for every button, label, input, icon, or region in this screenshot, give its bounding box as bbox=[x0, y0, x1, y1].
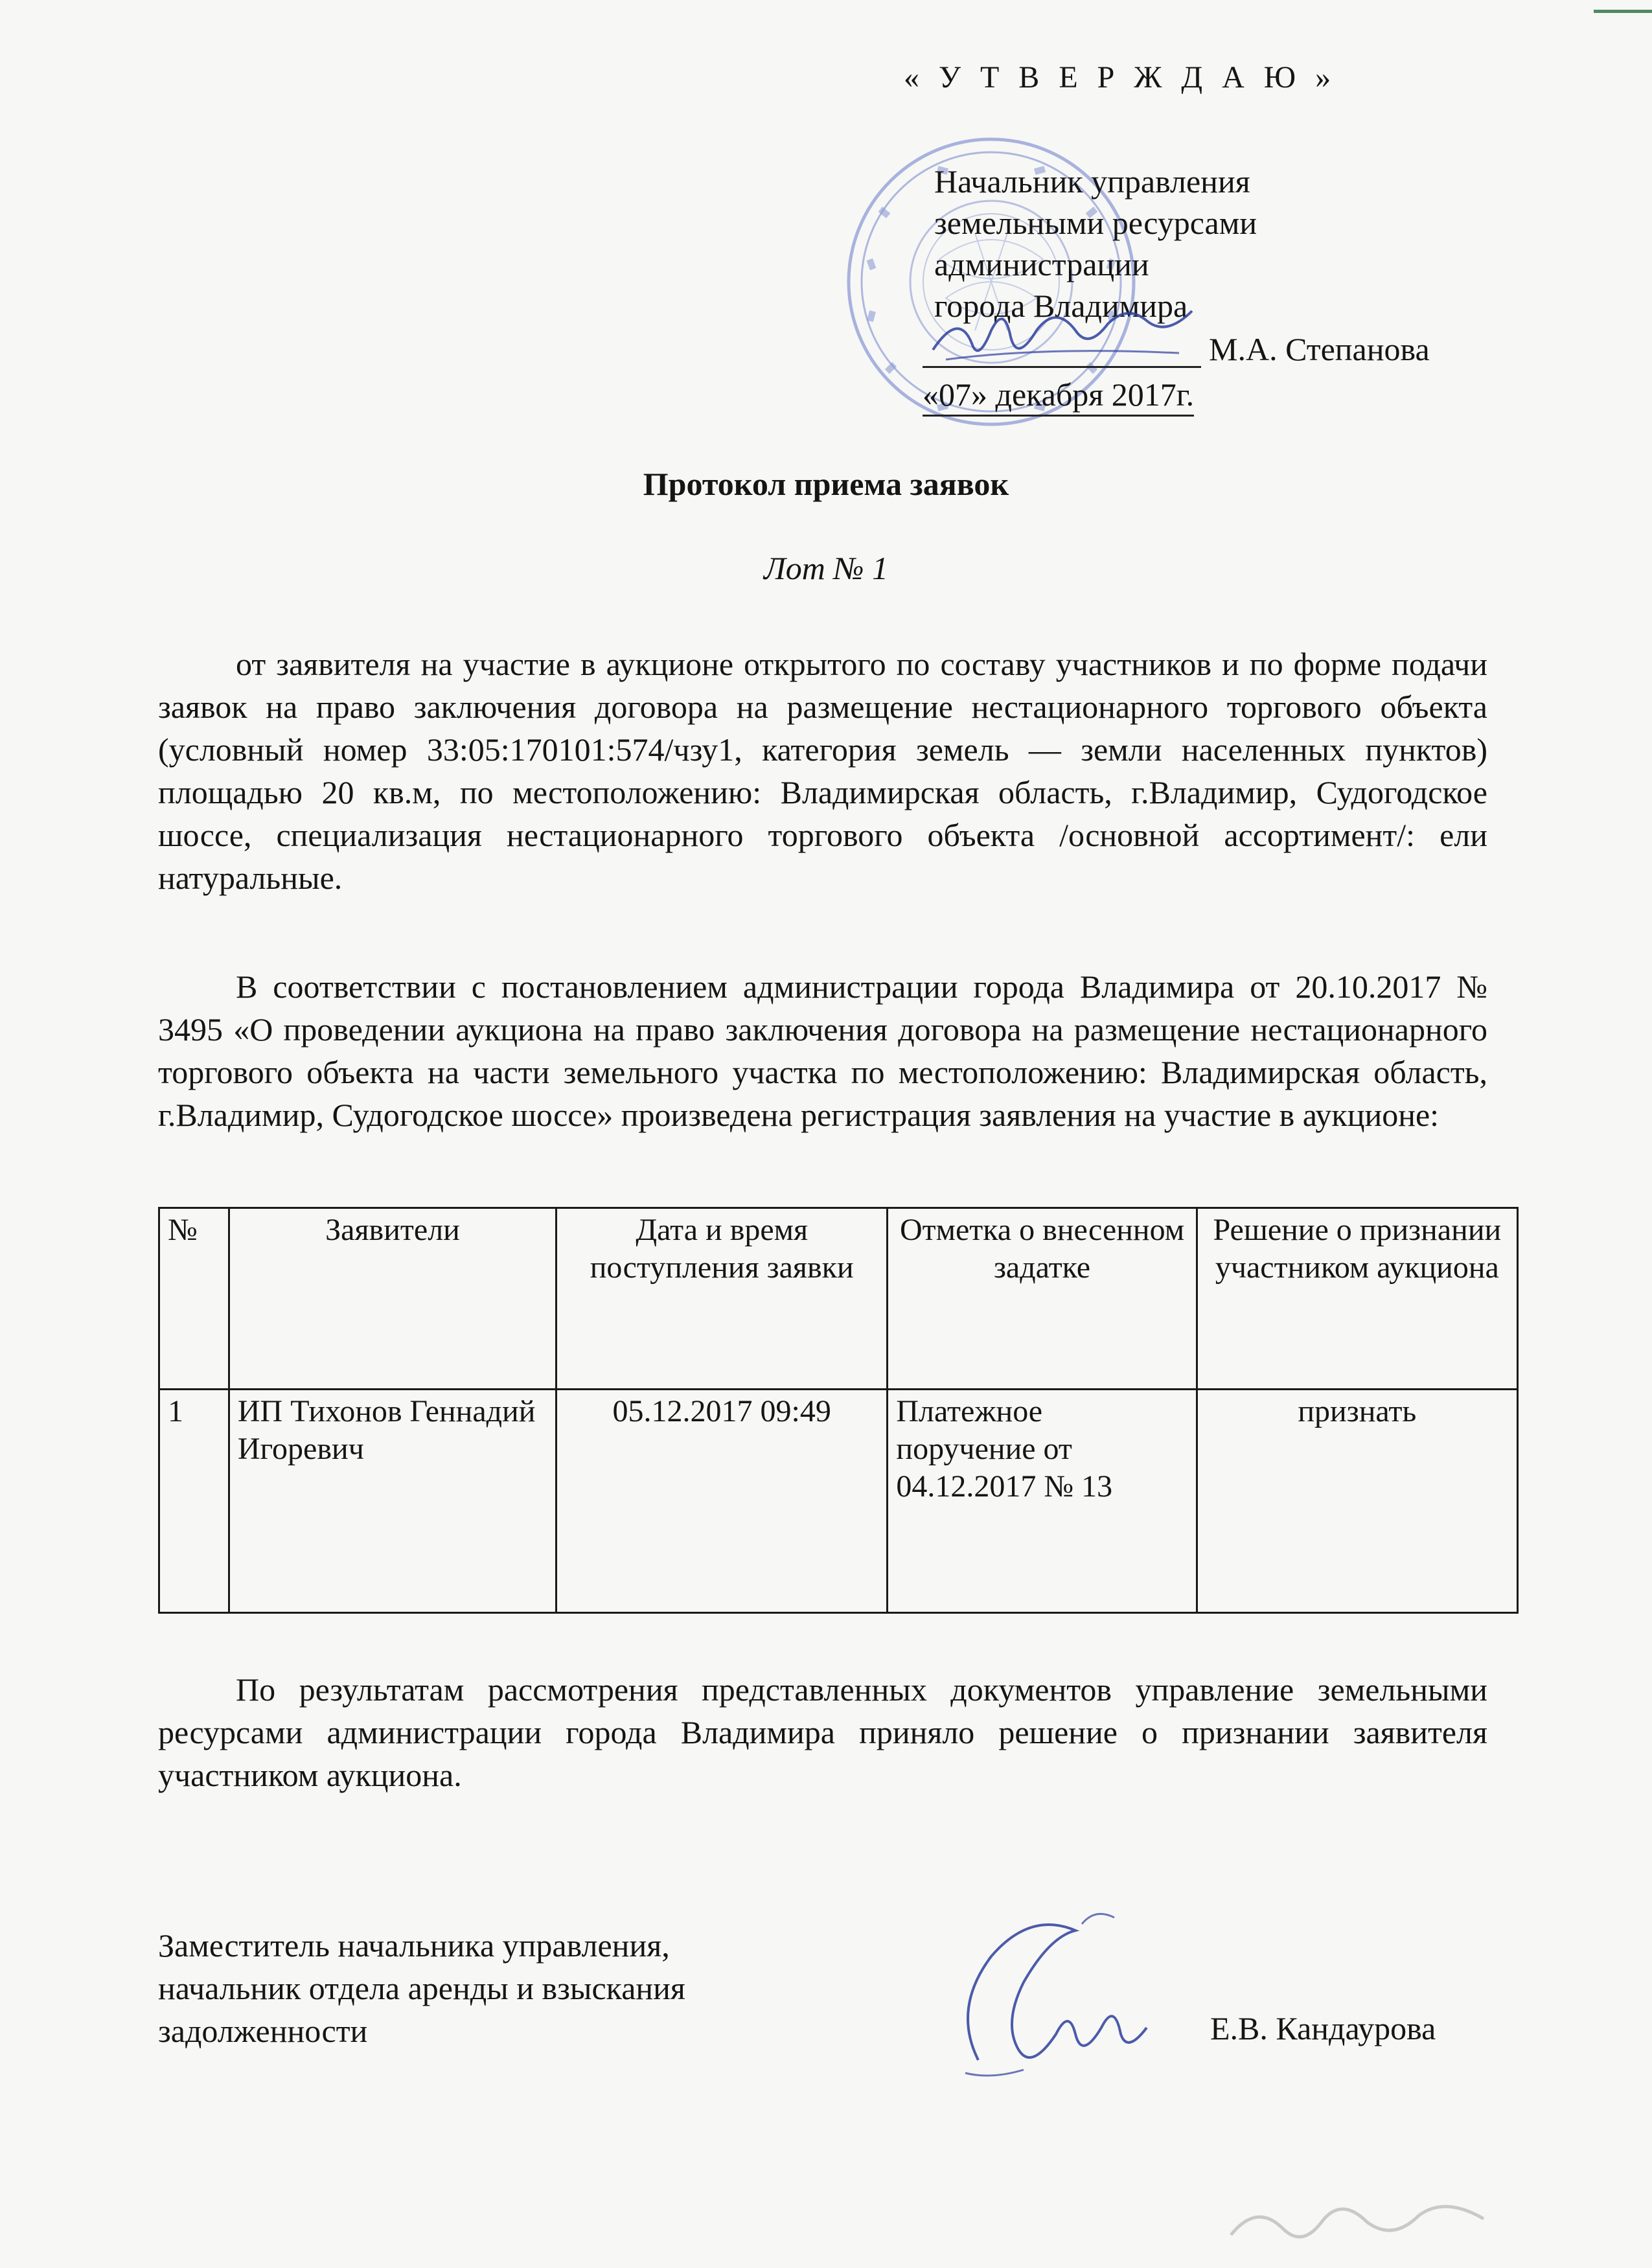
signatory-position-line: задолженности bbox=[158, 2013, 368, 2049]
applicant-description-paragraph: от заявителя на участие в аукционе открытого по составу участников и по форме подачи заявок на право заключения договора на размещение нестационарного торгового объекта (условный номер 33:05:170101:574/чзу1, категория земель — земли населенных пунктов) площадью 20 кв.м, по местоположению: Владимирская область, г.Владимир, Судогодское шоссе, специализация нестационарного торгового объекта /основной ассортимент/: ели натуральные. bbox=[158, 646, 1487, 896]
signatory-name: Е.В. Кандаурова bbox=[1210, 2010, 1436, 2046]
signatory-position-line: начальник отдела аренды и взыскания bbox=[158, 1970, 685, 2006]
approver-line: Начальник управления bbox=[934, 163, 1250, 200]
approver-position bbox=[934, 161, 1257, 326]
applications-table bbox=[158, 1207, 1519, 1614]
table-header-row bbox=[159, 1208, 1518, 1390]
approval-heading: « У Т В Е Р Ж Д А Ю » bbox=[904, 60, 1337, 95]
lot-number: Лот № 1 bbox=[763, 550, 889, 586]
bleed-through-mark bbox=[1218, 2183, 1581, 2261]
table-header-cell: Решение о признании участником аукциона bbox=[1197, 1208, 1517, 1390]
table-header-cell: № bbox=[159, 1208, 229, 1390]
application-datetime: 05.12.2017 09:49 bbox=[556, 1390, 888, 1613]
approver-signature bbox=[920, 304, 1205, 376]
table-header-cell: Заявители bbox=[229, 1208, 556, 1390]
approver-line: администрации bbox=[934, 246, 1149, 282]
approver-line: земельными ресурсами bbox=[934, 205, 1257, 241]
row-number: 1 bbox=[159, 1390, 229, 1613]
signatory-position bbox=[158, 1924, 685, 2052]
applicant-name: ИП Тихонов Геннадий Игоревич bbox=[229, 1390, 556, 1613]
approver-name: М.А. Степанова bbox=[1209, 331, 1430, 367]
deposit-mark: Платежное поручение от 04.12.2017 № 13 bbox=[888, 1390, 1197, 1613]
signatory-signature bbox=[888, 1898, 1160, 2099]
document-title: Протокол приема заявок bbox=[643, 466, 1009, 502]
approver-line: города Владимира bbox=[934, 288, 1188, 324]
registration-paragraph: В соответствии с постановлением администрации города Владимира от 20.10.2017 № 3495 «О проведении аукциона на право заключения договора на размещение нестационарного торгового объекта на части земельного участка по местоположению: Владимирская область, г.Владимир, Судогодское шоссе» произведена регистрация заявления на участие в аукционе: bbox=[158, 968, 1487, 1133]
table-header-cell: Отметка о внесенном задатке bbox=[888, 1208, 1197, 1390]
scan-edge-mark bbox=[1594, 8, 1652, 16]
decision-paragraph: По результатам рассмотрения представленных документов управление земельными ресурсами администрации города Владимира приняло решение о признании заявителя участником аукциона. bbox=[158, 1671, 1487, 1793]
table-header-cell: Дата и время поступления заявки bbox=[556, 1208, 888, 1390]
table-row bbox=[159, 1390, 1518, 1613]
signatory-position-line: Заместитель начальника управления, bbox=[158, 1927, 670, 1964]
approval-date: «07» декабря 2017г. bbox=[923, 376, 1194, 417]
admission-decision: признать bbox=[1197, 1390, 1517, 1613]
